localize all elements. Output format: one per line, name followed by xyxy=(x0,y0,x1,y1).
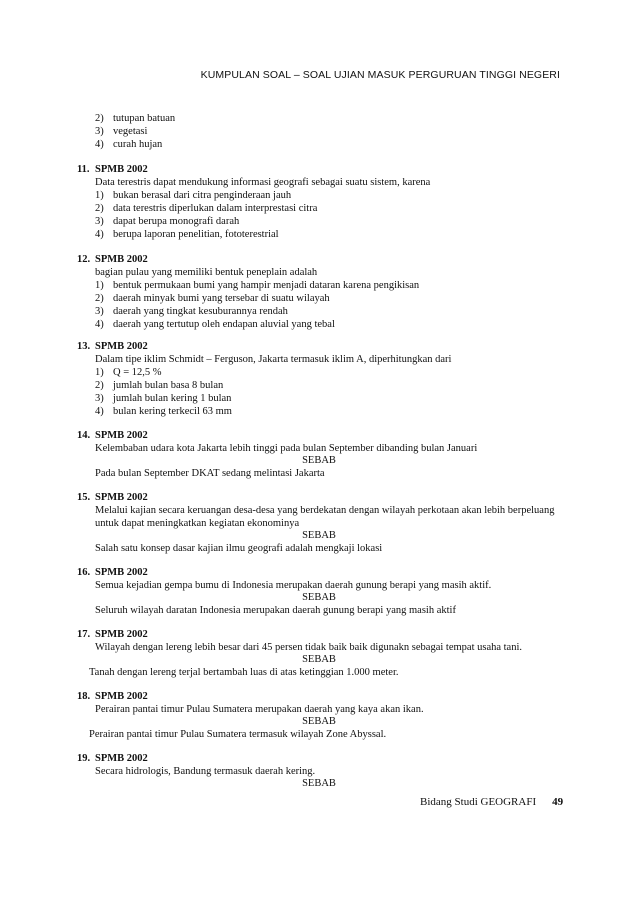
option-number: 1) xyxy=(95,367,104,378)
footer-subject: Bidang Studi GEOGRAFI xyxy=(420,796,537,808)
question-title: SPMB 2002 xyxy=(95,254,148,265)
question-number: 11. xyxy=(77,164,90,175)
option-number: 1) xyxy=(95,280,104,291)
sebab-label: SEBAB xyxy=(302,778,336,789)
question-reason: Perairan pantai timur Pulau Sumatera termasuk wilayah Zone Abyssal. xyxy=(89,729,387,740)
option-text: bentuk permukaan bumi yang hampir menjadi dataran karena pengikisan xyxy=(113,280,420,291)
question-stem: Dalam tipe iklim Schmidt – Ferguson, Jakarta termasuk iklim A, diperhitungkan dari xyxy=(95,354,452,365)
question-number: 14. xyxy=(77,430,91,441)
question-stem-continued: untuk dapat meningkatkan kegiatan ekonominya xyxy=(95,518,300,529)
sebab-label: SEBAB xyxy=(302,654,336,665)
sebab-label: SEBAB xyxy=(302,716,336,727)
sebab-label: SEBAB xyxy=(302,530,336,541)
question-reason: Tanah dengan lereng terjal bertambah luas di atas ketinggian 1.000 meter. xyxy=(89,667,399,678)
option-text: data terestris diperlukan dalam interprestasi citra xyxy=(113,203,318,214)
option-number: 3) xyxy=(95,126,104,137)
option-text: daerah minyak bumi yang tersebar di suatu wilayah xyxy=(113,293,330,304)
question-reason: Seluruh wilayah daratan Indonesia merupakan daerah gunung berapi yang masih aktif xyxy=(95,605,456,616)
question-number: 12. xyxy=(77,254,91,265)
option-text: bukan berasal dari citra penginderaan jauh xyxy=(113,190,292,201)
option-number: 2) xyxy=(95,293,104,304)
question-stem: Wilayah dengan lereng lebih besar dari 45 persen tidak baik baik digunakn sebagai tempat usaha tani. xyxy=(95,642,523,653)
question-stem: Data terestris dapat mendukung informasi geografi sebagai suatu sistem, karena xyxy=(95,177,431,188)
option-number: 3) xyxy=(95,216,104,227)
question-stem: Perairan pantai timur Pulau Sumatera merupakan daerah yang kaya akan ikan. xyxy=(95,704,424,715)
question-number: 15. xyxy=(77,492,91,503)
option-number: 1) xyxy=(95,190,104,201)
page-header: KUMPULAN SOAL – SOAL UJIAN MASUK PERGURUAN TINGGI NEGERI xyxy=(200,69,560,81)
option-number: 3) xyxy=(95,393,104,404)
option-text: dapat berupa monografi darah xyxy=(113,216,240,227)
question-reason: Salah satu konsep dasar kajian ilmu geografi adalah mengkaji lokasi xyxy=(95,543,383,554)
option-text: Q = 12,5 % xyxy=(113,367,162,378)
question-title: SPMB 2002 xyxy=(95,753,148,764)
option-text: jumlah bulan basa 8 bulan xyxy=(113,380,224,391)
option-number: 3) xyxy=(95,306,104,317)
question-title: SPMB 2002 xyxy=(95,567,148,578)
option-text: berupa laporan penelitian, fototerestrial xyxy=(113,229,279,240)
option-text: bulan kering terkecil 63 mm xyxy=(113,406,232,417)
question-title: SPMB 2002 xyxy=(95,691,148,702)
question-number: 16. xyxy=(77,567,91,578)
sebab-label: SEBAB xyxy=(302,455,336,466)
question-title: SPMB 2002 xyxy=(95,492,148,503)
question-stem: bagian pulau yang memiliki bentuk peneplain adalah xyxy=(95,267,318,278)
option-text: daerah yang tingkat kesuburannya rendah xyxy=(113,306,288,317)
option-text: jumlah bulan kering 1 bulan xyxy=(113,393,232,404)
option-number: 4) xyxy=(95,229,104,240)
option-number: 2) xyxy=(95,113,104,124)
question-number: 18. xyxy=(77,691,91,702)
option-number: 4) xyxy=(95,406,104,417)
page-number: 49 xyxy=(552,796,564,808)
question-stem: Melalui kajian secara keruangan desa-desa yang berdekatan dengan wilayah perkotaan akan lebih berpeluang xyxy=(95,505,555,516)
question-stem: Secara hidrologis, Bandung termasuk daerah kering. xyxy=(95,766,316,777)
question-number: 13. xyxy=(77,341,91,352)
question-title: SPMB 2002 xyxy=(95,164,148,175)
question-stem: Semua kejadian gempa bumu di Indonesia merupakan daerah gunung berapi yang masih aktif. xyxy=(95,580,492,591)
question-number: 17. xyxy=(77,629,91,640)
option-number: 4) xyxy=(95,139,104,150)
option-text: curah hujan xyxy=(113,139,163,150)
question-title: SPMB 2002 xyxy=(95,430,148,441)
option-text: tutupan batuan xyxy=(113,113,176,124)
page-footer xyxy=(420,796,563,808)
sebab-label: SEBAB xyxy=(302,592,336,603)
option-number: 2) xyxy=(95,203,104,214)
question-title: SPMB 2002 xyxy=(95,629,148,640)
question-title: SPMB 2002 xyxy=(95,341,148,352)
option-text: daerah yang tertutup oleh endapan aluvial yang tebal xyxy=(113,319,335,330)
question-reason: Pada bulan September DKAT sedang melintasi Jakarta xyxy=(95,468,325,479)
question-stem: Kelembaban udara kota Jakarta lebih tinggi pada bulan September dibanding bulan Januari xyxy=(95,443,478,454)
option-number: 2) xyxy=(95,380,104,391)
question-number: 19. xyxy=(77,753,91,764)
option-text: vegetasi xyxy=(113,126,148,137)
option-number: 4) xyxy=(95,319,104,330)
